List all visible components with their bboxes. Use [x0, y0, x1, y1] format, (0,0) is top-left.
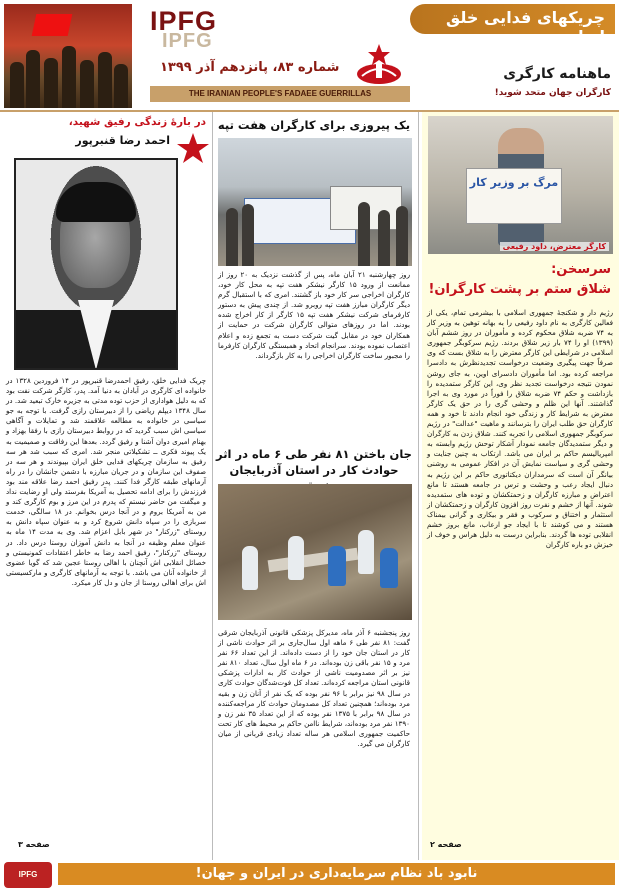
article-title: جان باختن ۸۱ نفر طی ۶ ماه در اثر حوادث کار در استان آذربایجان	[216, 447, 412, 477]
figure	[80, 60, 94, 108]
figure	[26, 50, 40, 108]
figure	[396, 206, 408, 266]
figure	[242, 204, 254, 266]
figure	[358, 202, 370, 266]
haft-tappeh-photo	[218, 138, 412, 266]
logo-ipfg-shadow: IPFG	[162, 30, 213, 52]
issue-number: شماره ۸۳، پانزدهم آذر ۱۳۹۹	[160, 60, 340, 75]
portrait-hair	[56, 182, 136, 222]
organization-emblem-icon	[352, 42, 406, 86]
figure	[288, 536, 304, 580]
article-body: روز چهارشنبه ۲۱ آبان ماه، پس از گذشت نزدیک به ۲۰ روز از ممانعت از ورود ۱۵ کارگر نیشکر هفت تپه به محل کار خود، کارگران اخراجی سر کار خود باز گشتند. امری که با استقبال گرم دیگر کارگران مبارز هفت تپه روبرو شد. از چندی پیش به دستور کارفرمای شرکت نیشکر هفت تپه ۱۵ کارگر از کار اخراج شده بودند. اما در روزهای متوالی کارگران شرکت در حمایت از همکاران خود در مقابل گیت شرکت دست به تجمع زده و اعلام اعتصاب نموده بودند. سرانجام اتحاد و همبستگی کارگران کارفرما را مجبور ساخت کارگران اخراجی را به کار بازگرداند.	[218, 270, 410, 360]
english-name: THE IRANIAN PEOPLE'S FADAEE GUERRILLAS	[150, 86, 410, 102]
figure	[10, 62, 24, 108]
biography-body: چریک فدایی خلق، رفیق احمدرضا قنبرپور در ۱۴ فروردین ۱۳۲۸ در خانواده ای کارگری در آبادان به دنیا آمد. پدر، کارگر شرکت نفت بود که به دلیل هواداری از حزب توده مدتی به جزیره خارک تبعید شد. در سال ۱۳۴۸ دیپلم ریاضی را از دبیرستان رازی گرفت. با توجه به جو سیاسی در خانواده به مطالعه علاقمند شد و تمایلات و آگاهی سیاسی اش سبب گردید که در روابط دبیرستان رازی با رفقا بهزاد و بهنام امیری دوان آشنا و رفیق گردد. بعدها این رفاقت و صمیمیت به یک پیوند فکری ــ تشکیلاتی منجر شد. امری که سبب شد هر سه رفیق به سازمان چریکهای فدایی خلق ایران بپیوندند و هر سه در صفوف این سازمان و در جریان مبارزه با دشمن جانشان را در راه آرمانهای طبقه کارگر فدا کنند. پدر رفیق احمد رضا علاقه مند بود فرزندش را برای ادامه تحصیل به آمریکا بفرستد ولی او رضایت نداد و میگفت من حاضر نیستم که پدرم در این مرز و بوم کارگری کند و من به آمریکا بروم و در آنجا درس بخوانم. در ۱۸ سالگی، خدمت سربازی را در سپاه دانش شروع کرد و به عنوان سپاه دانش به روستای "زرکنار" در شهر بابل اعزام شد. وی به مدت ۱۴ ماه به عنوان معلم وظیفه در آنجا به دانش آموزان روستا درس داد. در روستای "زرکنار"، رفیق احمد رضا به خاطر اعتقادات کمونیستی و خصائل انقلابی اش آنچنان با اهالی روستا عجین شد که گویا عضوی از خانواده آنان می باشد. با توجه به آرمانهای کارگری و مارکسیستی اش برای اهالی روستا از جان و دل کار میکرد.	[6, 376, 207, 587]
figure	[328, 546, 346, 586]
red-flag-icon	[32, 14, 73, 36]
title-banner	[410, 4, 615, 46]
column-divider	[212, 112, 213, 860]
martyr-column	[4, 112, 210, 860]
article-body: روز پنجشنبه ۶ آذر ماه، مدیرکل پزشکی قانونی آذربایجان شرقی گفت: ۸۱ نفر طی ۶ ماهه اول سال‌جاری بر اثر حوادث ناشی از کار در استان جان خود را از دست داده‌اند. از این تعداد ۶۶ نفر مرد و ۱۵ نفر باقی زن بوده‌اند. در ۶ ماه اول سال، تعداد ۸۱۰ نفر نیز بر اثر مصدومیت ناشی از حوادث کار به ادارات پزشکی قانونی استان مراجعه کرده‌اند. تعداد کل فوت‌شدگان حوادث کاری در سال ۹۸ نیز برابر با ۹۶ نفر بوده که یک نفر از آنان زن و بقیه مرد بوده‌اند؛ همچنین تعداد کل مصدومان حوادث کار مراجعه‌کننده در سال ۹۸ برابر با ۱۳۷۵ نفر بوده که از این تعداد ۳۵ نفر زن و ۱۳۹۰ نفر مرد بوده‌اند، شرایط ناامن حاکم بر محیط های کار تحت حاکمیت جمهوری اسلامی هر ساله تعداد زیادی قربانی از میان کارگران می گیرد.	[218, 628, 411, 749]
column-divider	[418, 112, 419, 860]
article-title: یک پیروزی برای کارگران هفت تپه	[217, 118, 411, 132]
masthead-photo	[4, 4, 132, 108]
biography-name: احمد رضا قنبرپور	[75, 134, 170, 147]
page-number: صفحه ۲	[430, 840, 462, 849]
figure	[44, 58, 58, 108]
figure	[242, 546, 258, 590]
photo-caption: کارگر معترض، داود رفیعی	[500, 242, 609, 251]
protest-photo	[428, 116, 613, 254]
monthly-label: ماهنامه کارگری	[503, 66, 611, 82]
editorial-kicker: سرسخن:	[551, 262, 611, 277]
footer-bar	[58, 863, 615, 885]
page-number: صفحه ۳	[18, 840, 50, 849]
accident-photo	[218, 484, 412, 620]
figure	[378, 210, 390, 266]
figure	[62, 46, 76, 108]
figure	[226, 208, 238, 266]
martyr-portrait	[14, 158, 178, 370]
figure	[358, 530, 374, 574]
editorial-body: رژیم دار و شکنجۀ جمهوری اسلامی با بیشرمی تمام، یکی از فعالین کارگری به نام داود رفیعی را به بهانه توهین به وزیر کار به ۷۴ ضربه شلاق محکوم کرده و مأموران در روز ششم آبان (۱۳۹۹) او را ۷۴ بار زیر شلاق بردند. رژیم سرکوبگر جمهوری اسلامی در شرایطی این کارگر معترض را به شلاق بست که وی صرفاً جهت پیگیری وضعیت درخواست تجدیدنظرش به دادسرا مراجعه کرده بود. اما مأموران دادسرای اوین، به جای روشن نمودن نتیجه درخواست تجدید نظر وی، این کارگر ستمدیده را بازداشت و حکم ۷۴ ضربه شلاق را فوراً در مورد وی به اجرا گذاشتند. آنها این ظلم و وحشی گری را در حق یک کارگر معترض به شرایط کار و زندگی خود انجام دادند تا خود و همه کارگران حق طلب ایران را بترسانند و ماهیت "عدالت" در رژیم سرکوبگر جمهوری اسلامی را تجربه کنند. شلاق زدن به کارگران و دیگر ستمدیدگان جامعه نمودار آشکار توحش رژیم وابسته به امپریالیسم حاکم بر ایران می باشد. ارتکاب به چنین جنایت و وحشی گری و سیاست نمایش آن در افکار عمومی به روشنی بیانگر آن است که سرمداران دیکتاتوری حاکم بر این رژیم به دنبال ایجاد رعب و وحشت و ترس در جامعه هستند تا مانع اعتراض و مبارزه کارگران و زحمتکشان و توده های ستمدیده شوند. آنها از خشم و نفرت روز افزون کارگران و زحمتکشان از استثمار و اختناق و سرکوب و فقر و بیکاری و گرانی بیمناک هستند و می کوشند تا با ایجاد جو ارعاب، مانع بروز خشم انقلابی توده ها گردند. بنابراین درست به دلیل هراس و خوف از خیزش دو باره کارگران	[427, 308, 614, 550]
figure	[114, 64, 128, 108]
protest-sign: مرگ بر وزیر کار	[466, 168, 562, 224]
red-star-icon	[176, 132, 210, 166]
figure	[98, 52, 112, 108]
biography-kicker: در بارۀ زندگی رفیق شهید،	[68, 116, 206, 128]
figure	[380, 548, 398, 588]
editorial-column	[422, 112, 619, 860]
footer-slogan: نابود باد نظام سرمایه‌داری در ایران و جهان!	[195, 866, 478, 881]
editorial-title: شلاق ستم بر پشت کارگران!	[428, 282, 611, 297]
footer	[0, 860, 619, 891]
banner-title: چریکهای فدایی خلق ایران	[445, 8, 605, 46]
news-column	[214, 112, 414, 860]
masthead	[0, 0, 619, 112]
footer-logo: IPFG	[4, 862, 52, 888]
logo-ipfg: IPFG	[150, 6, 218, 36]
header-slogan: کارگران جهان متحد شوید!	[494, 88, 611, 98]
